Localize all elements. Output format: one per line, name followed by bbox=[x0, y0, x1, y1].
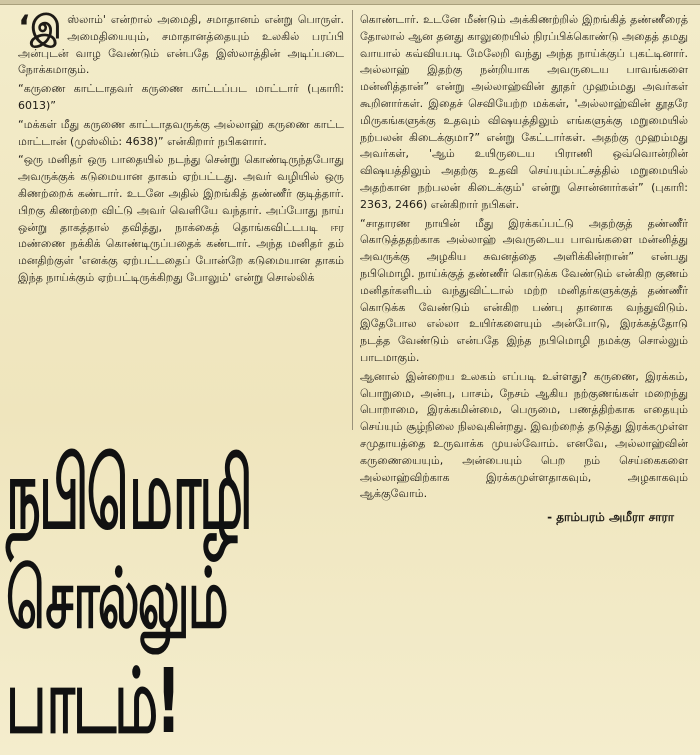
drop-cap: ‘இ bbox=[18, 12, 62, 46]
story-paragraph: “ஒரு மனிதர் ஒரு பாதையில் நடந்து சென்று கொண்டிருந்தபோது அவருக்குக் கடுமையான தாகம் ஏற்பட்டது. அவர் வழியில் ஒரு கிணற்றைக் கண்டார். உடனே அதில் இறங்கித் தண்ணீர் குடித்தார். பிறகு கிணற்றை விட்டு அவர் வெளியே வந்தார். அப்போது நாய் ஒன்று தாகத்தால் தவித்து, நாக்கைத் தொங்கவிட்டபடி ஈர மண்ணை நக்கிக் கொண்டிருப்பதைக் கண்டார். அந்த மனிதர் தம் மனதிற்குள் 'எனக்கு ஏற்பட்டதைப் போன்றே கடுமையான தாகம் இந்த நாய்க்கும் ஏற்பட்டிருக்கிறது போலும்' என்று சொல்லிக் bbox=[18, 153, 344, 284]
headline-line-1: நபிமொழி bbox=[6, 438, 251, 552]
left-column bbox=[18, 12, 344, 424]
headline-line-2: சொல்லும் bbox=[6, 552, 227, 648]
story-continued: கொண்டார். உடனே மீண்டும் அக்கிணற்றில் இறங்கித் தண்ணீரைத் தோலால் ஆன தனது காலுறையில் நிரப்பிக்கொண்டு அதைத் தமது வாயால் கவ்வியபடி மேலேறி வந்து அந்த நாய்க்குப் புகட்டினார். அல்லாஹ் இதற்கு நன்றியாக அவருடைய பாவங்களை மன்னித்தான்” என்று அல்லாஹ்வின் தூதர் முஹம்மது அவர்கள் கூறினார்கள். இதைச் செவியேற்ற மக்கள், 'அல்லாஹ்வின் தூதரே மிருகங்களுக்கு உதவும் விஷயத்திலும் எங்களுக்கு மறுமையில் நற்பலன் கிடைக்குமா?” என்று கேட்டார்கள். அதற்கு முஹம்மது அவர்கள், 'ஆம் உயிருடைய பிராணி ஒவ்வொன்றின் விஷயத்திலும் அதற்கு உதவி செய்யும்பட்சத்தில் மறுமையில் அதற்கான நற்பலன் கிடைக்கும்' என்று சொன்னார்கள்” (புகாரி: 2363, 2466) என்கிறார் நபிகள். bbox=[360, 13, 688, 211]
author-signature: - தாம்பரம் அமீரா சாரா bbox=[547, 510, 674, 525]
column-divider bbox=[352, 10, 353, 430]
top-rule bbox=[0, 0, 700, 5]
headline bbox=[6, 438, 356, 755]
closing-paragraph: ஆனால் இன்றைய உலகம் எப்படி உள்ளது? கருணை, இரக்கம், பொறுமை, அன்பு, பாசம், நேசம் ஆகிய நற்குணங்கள் மறைந்து பொறாமை, இரக்கமின்மை, பெருமை, பணத்திற்காக எதையும் செய்யும் சூழ்நிலை நிலவுகின்றது. இவற்றைத் தடுத்து இரக்கமுள்ள சமுதாயத்தை உருவாக்க முயல்வோம். எனவே, அல்லாஹ்வின் கருணையையும், அன்பையும் பெற நம் செய்கைகளை அல்லாஹ்விற்காக இரக்கமுள்ளதாகவும், அழகாகவும் ஆக்குவோம். bbox=[360, 369, 688, 501]
headline-line-3: பாடம்! bbox=[6, 650, 180, 755]
right-column bbox=[360, 12, 688, 747]
intro-paragraph bbox=[18, 12, 344, 79]
lesson-paragraph: “சாதாரண நாயின் மீது இரக்கப்பட்டு அதற்குத் தண்ணீர் கொடுத்ததற்காக அல்லாஹ் அவருடைய பாவங்களை மன்னித்து அவருக்கு அழகிய சுவனத்தை அளிக்கின்றான்” என்பது நபிமொழி. நாய்க்குத் தண்ணீர் கொடுக்க வேண்டும் என்கிற குணம் மனிதர்களிடம் வந்துவிட்டால் மற்ற மனிதர்களுக்குத் தண்ணீர் கொடுக்க வேண்டும் என்கிற பண்பு தானாக வந்துவிடும். இதேபோல எல்லா உயிர்களையும் அன்போடு, இரக்கத்தோடு நடத்த வேண்டும் என்பதே இந்த நபிமொழி நமக்கு சொல்லும் பாடமாகும். bbox=[360, 216, 688, 364]
intro-text: ஸ்லாம்' என்றால் அமைதி, சமாதானம் என்று பொருள். அமைதியையும், சமாதானத்தையும் உலகில் பரப்பி அன்புடன் வாழ வேண்டும் என்பதே இஸ்லாத்தின் அடிப்படை நோக்கமாகும். bbox=[18, 13, 344, 77]
hadith-quote-1: “கருணை காட்டாதவர் கருணை காட்டப்பட மாட்டார் (புகாரி: 6013)” bbox=[18, 82, 344, 112]
hadith-quote-2: “மக்கள் மீது கருணை காட்டாதவருக்கு அல்லாஹ் கருணை காட்ட மாட்டான் (முஸ்லிம்: 4638)” என்கிறார் நபிகளார். bbox=[18, 117, 344, 148]
